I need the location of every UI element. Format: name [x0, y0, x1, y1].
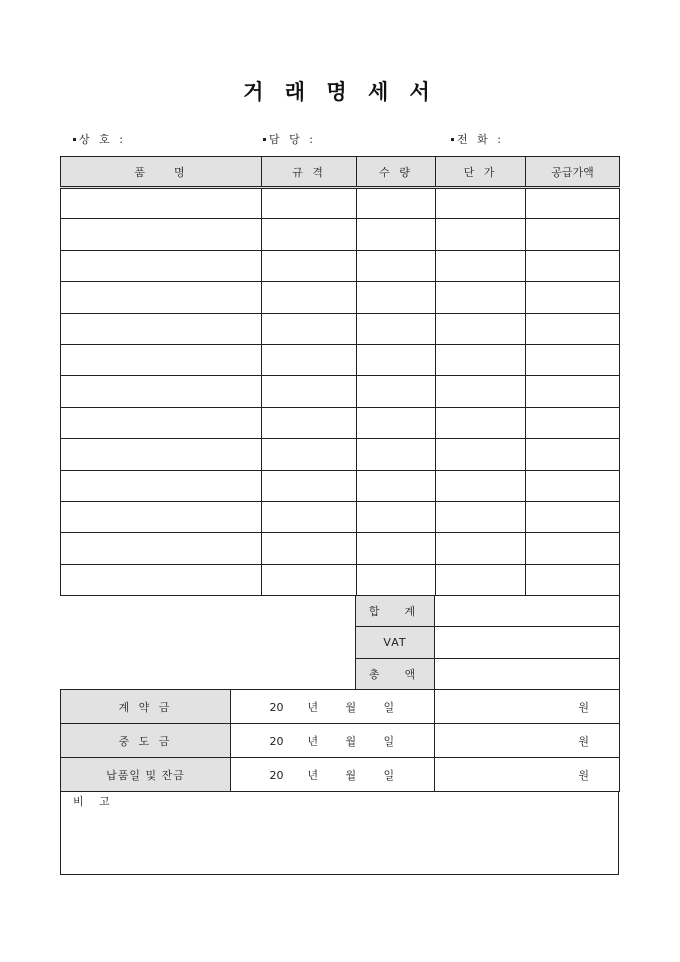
spec-cell[interactable] — [262, 470, 357, 501]
spec-cell[interactable] — [262, 313, 357, 344]
quantity-cell[interactable] — [357, 564, 436, 595]
payment-date-cell[interactable] — [231, 758, 435, 792]
manager-label: 담 당 : — [269, 133, 316, 146]
item-name-cell[interactable] — [61, 564, 262, 595]
currency-unit: 원 — [578, 734, 589, 748]
day-unit: 일 — [383, 734, 395, 748]
payment-row-contract — [61, 690, 620, 724]
supply-amount-cell[interactable] — [526, 313, 620, 344]
date-prefix: 20 — [269, 768, 284, 782]
payment-amount-cell[interactable] — [435, 758, 620, 792]
payment-amount-cell[interactable] — [435, 690, 620, 724]
unit-price-cell[interactable] — [436, 344, 526, 375]
col-header-spec: 규 격 — [262, 157, 357, 188]
total-label: 총 액 — [356, 658, 435, 689]
quantity-cell[interactable] — [357, 219, 436, 250]
document-title: 거 래 명 세 서 — [243, 79, 437, 104]
quantity-cell[interactable] — [357, 188, 436, 219]
supply-amount-cell[interactable] — [526, 344, 620, 375]
supply-amount-cell[interactable] — [526, 219, 620, 250]
unit-price-cell[interactable] — [436, 564, 526, 595]
sum-value-cell[interactable] — [435, 596, 620, 627]
payment-amount-cell[interactable] — [435, 724, 620, 758]
date-prefix: 20 — [269, 734, 284, 748]
year-unit: 년 — [307, 700, 319, 714]
spec-cell[interactable] — [262, 501, 357, 532]
spec-cell[interactable] — [262, 439, 357, 470]
quantity-cell[interactable] — [357, 376, 436, 407]
vat-label: VAT — [356, 627, 435, 658]
payment-label: 중 도 금 — [61, 724, 231, 758]
month-unit: 월 — [345, 700, 357, 714]
table-row — [61, 219, 620, 250]
date-prefix: 20 — [269, 700, 284, 714]
supply-amount-cell[interactable] — [526, 188, 620, 219]
item-name-cell[interactable] — [61, 344, 262, 375]
spec-cell[interactable] — [262, 407, 357, 438]
bullet-icon — [451, 138, 454, 141]
unit-price-cell[interactable] — [436, 533, 526, 564]
totals-table — [355, 595, 620, 690]
remarks-label: 비 고 — [73, 795, 116, 808]
quantity-cell[interactable] — [357, 439, 436, 470]
vat-value-cell[interactable] — [435, 627, 620, 658]
month-unit: 월 — [345, 734, 357, 748]
unit-price-cell[interactable] — [436, 376, 526, 407]
quantity-cell[interactable] — [357, 344, 436, 375]
item-name-cell[interactable] — [61, 250, 262, 281]
items-table — [60, 156, 620, 596]
unit-price-cell[interactable] — [436, 407, 526, 438]
unit-price-cell[interactable] — [436, 501, 526, 532]
spec-cell[interactable] — [262, 250, 357, 281]
payment-table — [60, 689, 620, 792]
quantity-cell[interactable] — [357, 470, 436, 501]
month-unit: 월 — [345, 768, 357, 782]
header-info — [0, 131, 680, 149]
table-row — [61, 376, 620, 407]
col-header-supply-amount: 공급가액 — [526, 157, 620, 188]
item-name-cell[interactable] — [61, 439, 262, 470]
bullet-icon — [263, 138, 266, 141]
supply-amount-cell[interactable] — [526, 250, 620, 281]
payment-label: 계 약 금 — [61, 690, 231, 724]
item-name-cell[interactable] — [61, 501, 262, 532]
item-name-cell[interactable] — [61, 407, 262, 438]
currency-unit: 원 — [578, 700, 589, 714]
company-field — [73, 131, 126, 147]
col-header-unit-price: 단 가 — [436, 157, 526, 188]
item-name-cell[interactable] — [61, 219, 262, 250]
payment-row-delivery-balance — [61, 758, 620, 792]
phone-label: 전 화 : — [457, 133, 504, 146]
supply-amount-cell[interactable] — [526, 564, 620, 595]
company-label: 상 호 : — [79, 133, 126, 146]
sum-row — [356, 596, 620, 627]
quantity-cell[interactable] — [357, 282, 436, 313]
item-name-cell[interactable] — [61, 282, 262, 313]
supply-amount-cell[interactable] — [526, 501, 620, 532]
day-unit: 일 — [383, 700, 395, 714]
supply-amount-cell[interactable] — [526, 282, 620, 313]
table-row — [61, 282, 620, 313]
item-name-cell[interactable] — [61, 376, 262, 407]
item-name-cell[interactable] — [61, 533, 262, 564]
supply-amount-cell[interactable] — [526, 470, 620, 501]
spec-cell[interactable] — [262, 344, 357, 375]
quantity-cell[interactable] — [357, 250, 436, 281]
table-row — [61, 501, 620, 532]
spec-cell[interactable] — [262, 564, 357, 595]
unit-price-cell[interactable] — [436, 439, 526, 470]
items-header-row — [61, 157, 620, 188]
supply-amount-cell[interactable] — [526, 376, 620, 407]
supply-amount-cell[interactable] — [526, 407, 620, 438]
remarks-box[interactable] — [60, 791, 619, 875]
day-unit: 일 — [383, 768, 395, 782]
supply-amount-cell[interactable] — [526, 533, 620, 564]
sum-label: 합 계 — [356, 596, 435, 627]
spec-cell[interactable] — [262, 376, 357, 407]
total-row — [356, 658, 620, 689]
quantity-cell[interactable] — [357, 533, 436, 564]
unit-price-cell[interactable] — [436, 219, 526, 250]
table-row — [61, 407, 620, 438]
unit-price-cell[interactable] — [436, 282, 526, 313]
unit-price-cell[interactable] — [436, 250, 526, 281]
quantity-cell[interactable] — [357, 501, 436, 532]
unit-price-cell[interactable] — [436, 188, 526, 219]
supply-amount-cell[interactable] — [526, 439, 620, 470]
col-header-quantity: 수 량 — [357, 157, 436, 188]
spec-cell[interactable] — [262, 188, 357, 219]
manager-field — [263, 131, 316, 147]
table-row — [61, 313, 620, 344]
payment-date-cell[interactable] — [231, 690, 435, 724]
bullet-icon — [73, 138, 76, 141]
currency-unit: 원 — [578, 768, 589, 782]
phone-field — [451, 131, 504, 147]
unit-price-cell[interactable] — [436, 313, 526, 344]
year-unit: 년 — [307, 734, 319, 748]
spec-cell[interactable] — [262, 282, 357, 313]
col-header-item-name: 품 명 — [61, 157, 262, 188]
unit-price-cell[interactable] — [436, 470, 526, 501]
table-row — [61, 188, 620, 219]
quantity-cell[interactable] — [357, 313, 436, 344]
table-row — [61, 439, 620, 470]
item-name-cell[interactable] — [61, 470, 262, 501]
quantity-cell[interactable] — [357, 407, 436, 438]
year-unit: 년 — [307, 768, 319, 782]
item-name-cell[interactable] — [61, 313, 262, 344]
spec-cell[interactable] — [262, 219, 357, 250]
table-row — [61, 564, 620, 595]
table-row — [61, 533, 620, 564]
payment-label: 납품일 및 잔금 — [61, 758, 231, 792]
spec-cell[interactable] — [262, 533, 357, 564]
payment-row-interim — [61, 724, 620, 758]
table-row — [61, 250, 620, 281]
total-value-cell[interactable] — [435, 658, 620, 689]
table-row — [61, 344, 620, 375]
table-row — [61, 470, 620, 501]
item-name-cell[interactable] — [61, 188, 262, 219]
vat-row — [356, 627, 620, 658]
payment-date-cell[interactable] — [231, 724, 435, 758]
